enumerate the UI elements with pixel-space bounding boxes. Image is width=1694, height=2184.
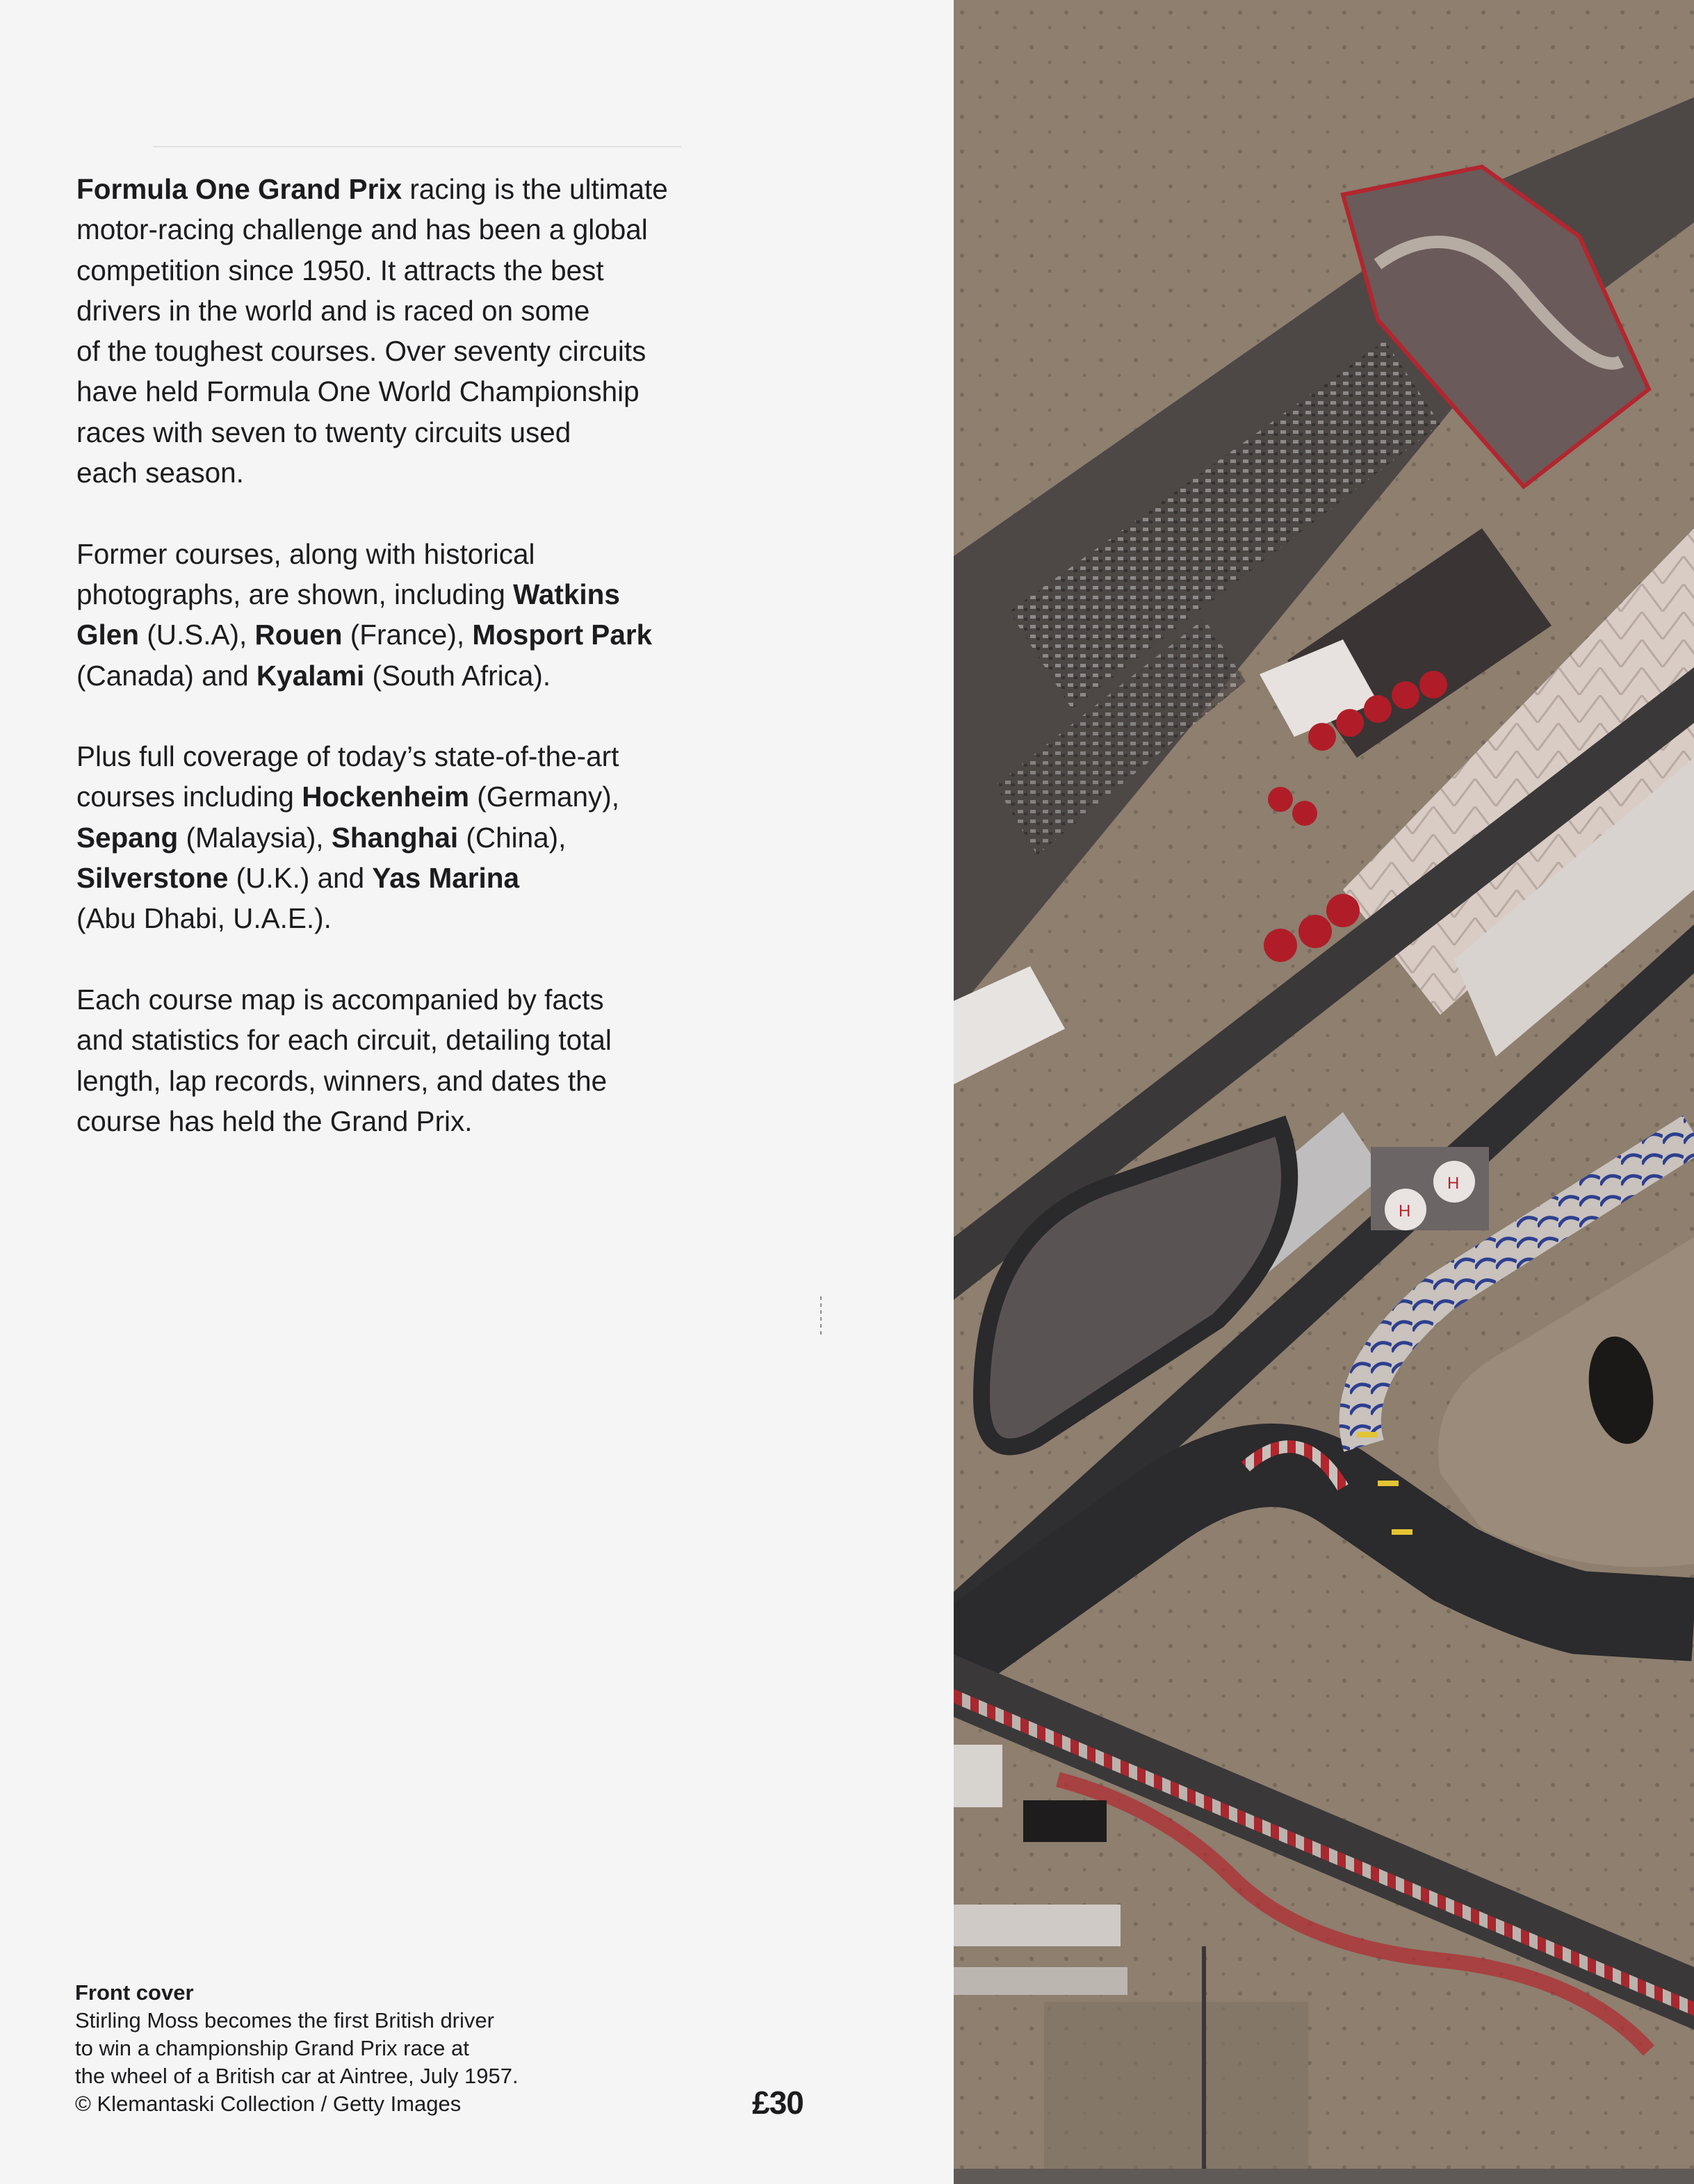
caption-line: the wheel of a British car at Aintree, July 1957. [75, 2064, 519, 2088]
blurb-paragraph-1: Formula One Grand Prix racing is the ultimate motor-racing challenge and has been a global competition since 1950. It attracts the best drivers in the world and is raced on some of the toughest courses. Over seventy circuits have held Formula One World Championship races with seven to twenty circuits used each season. [76, 173, 668, 489]
bold-term: Silverstone [76, 862, 229, 895]
aerial-circuit-photo [954, 0, 1694, 2184]
caption-line: Stirling Moss becomes the first British driver [75, 2008, 494, 2032]
blurb-paragraph-2: Former courses, along with historical photographs, are shown, including Watkins Glen (U.S.A), Rouen (France), Mosport Park (Canada) and Kyalami (South Africa). [76, 537, 653, 692]
fold-mark [820, 1296, 822, 1338]
helipad [1371, 1147, 1489, 1230]
svg-text:H: H [1447, 1174, 1460, 1193]
bold-term: Mosport Park [472, 619, 653, 651]
bold-term: Formula One Grand Prix [76, 173, 402, 205]
front-cover-caption [75, 1979, 603, 2118]
storage-building [954, 1905, 1121, 1946]
aerial-image [954, 0, 1694, 2184]
bold-term: Glen [76, 619, 140, 651]
bold-term: Yas Marina [372, 862, 520, 895]
blurb-text [76, 169, 702, 1182]
bold-term: Hockenheim [302, 781, 470, 813]
blurb-paragraph-3: Plus full coverage of today’s state-of-the-art courses including Hockenheim (Germany), Sepang (Malaysia), Shanghai (China), Silverstone (U.K.) and Yas Marina (Abu Dhabi, U.A.E.). [76, 740, 620, 935]
bold-term: Shanghai [331, 821, 459, 854]
caption-title: Front cover [75, 1980, 194, 2005]
service-building [954, 1745, 1002, 1807]
bold-term: Sepang [76, 821, 179, 854]
caption-line: to win a championship Grand Prix race at [75, 2036, 469, 2060]
price: £30 [752, 2085, 804, 2121]
bold-term: Watkins [513, 578, 620, 610]
blurb-paragraph-4: Each course map is accompanied by facts and statistics for each circuit, detailing total length, lap records, winners, and dates the course has held the Grand Prix. [76, 983, 612, 1137]
svg-text:H: H [1399, 1202, 1411, 1221]
bold-term: Kyalami [256, 659, 365, 692]
bold-term: Rouen [254, 619, 343, 651]
caption-credit: © Klemantaski Collection / Getty Images [75, 2092, 462, 2116]
divider [153, 146, 681, 147]
